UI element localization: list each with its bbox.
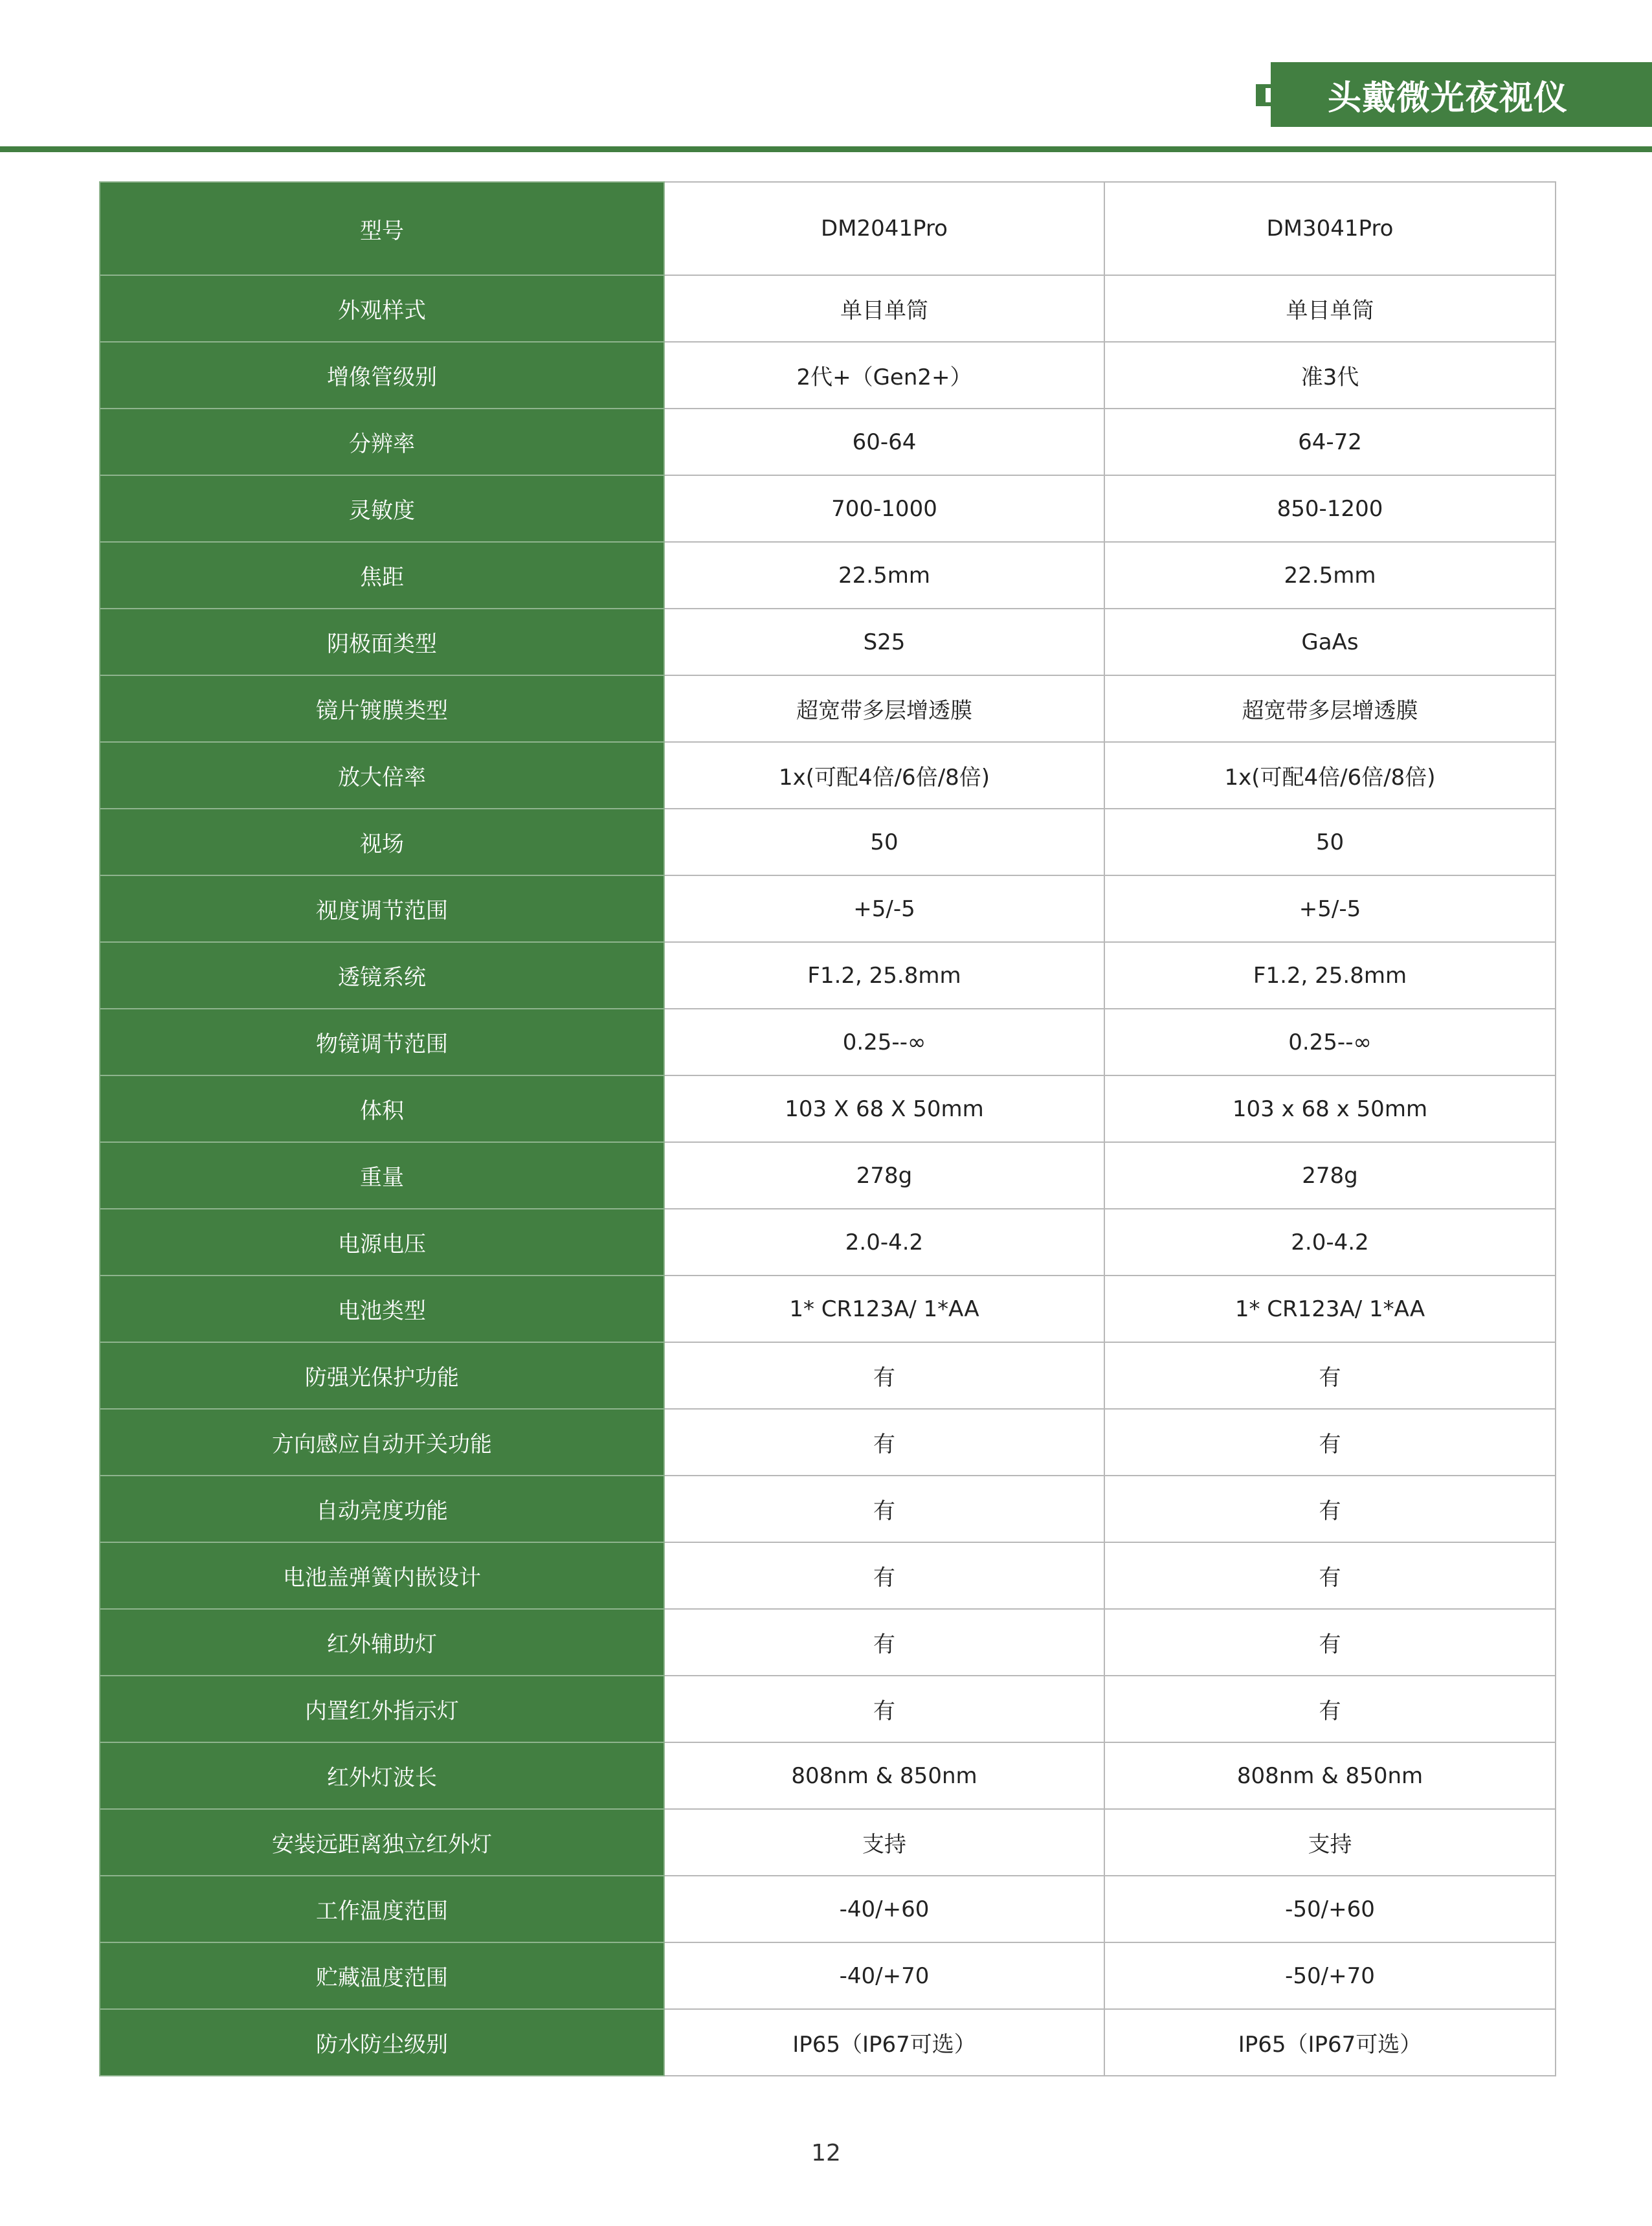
spec-label: 电池类型 bbox=[100, 1276, 664, 1342]
header-cell-model-2: DM3041Pro bbox=[1104, 182, 1556, 275]
table-header-row bbox=[100, 182, 1556, 275]
spec-value: S25 bbox=[664, 609, 1104, 675]
table-row bbox=[100, 475, 1556, 542]
spec-value: IP65（IP67可选） bbox=[1104, 2009, 1556, 2076]
spec-label: 增像管级别 bbox=[100, 342, 664, 409]
spec-value: F1.2, 25.8mm bbox=[664, 942, 1104, 1009]
header-title: 头戴微光夜视仪 bbox=[1328, 78, 1568, 118]
spec-value: F1.2, 25.8mm bbox=[1104, 942, 1556, 1009]
spec-value: 700-1000 bbox=[664, 475, 1104, 542]
spec-value: -50/+60 bbox=[1104, 1876, 1556, 1942]
spec-label: 焦距 bbox=[100, 542, 664, 609]
table-row bbox=[100, 2009, 1556, 2076]
table-row bbox=[100, 275, 1556, 342]
spec-label: 内置红外指示灯 bbox=[100, 1676, 664, 1742]
spec-value: 有 bbox=[664, 1676, 1104, 1742]
spec-label: 电源电压 bbox=[100, 1209, 664, 1276]
table-row bbox=[100, 1742, 1556, 1809]
table-row bbox=[100, 742, 1556, 809]
spec-value: 60-64 bbox=[664, 409, 1104, 475]
spec-value: 支持 bbox=[1104, 1809, 1556, 1876]
table-row bbox=[100, 1942, 1556, 2009]
spec-value: 1* CR123A/ 1*AA bbox=[1104, 1276, 1556, 1342]
spec-value: 有 bbox=[1104, 1609, 1556, 1676]
spec-value: 2.0-4.2 bbox=[1104, 1209, 1556, 1276]
spec-value: 有 bbox=[664, 1409, 1104, 1476]
header-tab bbox=[1271, 62, 1652, 127]
spec-value: GaAs bbox=[1104, 609, 1556, 675]
table-row bbox=[100, 1809, 1556, 1876]
spec-value: 0.25--∞ bbox=[664, 1009, 1104, 1075]
spec-label: 分辨率 bbox=[100, 409, 664, 475]
table-row bbox=[100, 409, 1556, 475]
spec-label: 安装远距离独立红外灯 bbox=[100, 1809, 664, 1876]
table-row bbox=[100, 1609, 1556, 1676]
spec-value: 有 bbox=[1104, 1409, 1556, 1476]
table-row bbox=[100, 1276, 1556, 1342]
spec-value: 有 bbox=[664, 1609, 1104, 1676]
spec-value: 850-1200 bbox=[1104, 475, 1556, 542]
spec-value: 准3代 bbox=[1104, 342, 1556, 409]
header-divider bbox=[0, 146, 1652, 152]
spec-table bbox=[99, 181, 1556, 2076]
spec-value: 64-72 bbox=[1104, 409, 1556, 475]
spec-value: -40/+70 bbox=[664, 1942, 1104, 2009]
spec-value: 有 bbox=[1104, 1342, 1556, 1409]
spec-value: 50 bbox=[1104, 809, 1556, 875]
spec-value: 支持 bbox=[664, 1809, 1104, 1876]
table-row bbox=[100, 942, 1556, 1009]
spec-label: 自动亮度功能 bbox=[100, 1476, 664, 1542]
spec-label: 外观样式 bbox=[100, 275, 664, 342]
spec-value: 103 X 68 X 50mm bbox=[664, 1075, 1104, 1142]
spec-value: 有 bbox=[664, 1342, 1104, 1409]
spec-value: +5/-5 bbox=[664, 875, 1104, 942]
table-row bbox=[100, 542, 1556, 609]
spec-value: -50/+70 bbox=[1104, 1942, 1556, 2009]
spec-value: 超宽带多层增透膜 bbox=[664, 675, 1104, 742]
spec-label: 镜片镀膜类型 bbox=[100, 675, 664, 742]
spec-value: 有 bbox=[1104, 1542, 1556, 1609]
table-row bbox=[100, 1209, 1556, 1276]
spec-value: 278g bbox=[664, 1142, 1104, 1209]
table-row bbox=[100, 1542, 1556, 1609]
table-row bbox=[100, 1876, 1556, 1942]
spec-label: 防水防尘级别 bbox=[100, 2009, 664, 2076]
spec-value: 有 bbox=[664, 1542, 1104, 1609]
spec-value: 1* CR123A/ 1*AA bbox=[664, 1276, 1104, 1342]
spec-label: 红外灯波长 bbox=[100, 1742, 664, 1809]
table-row bbox=[100, 609, 1556, 675]
spec-label: 视场 bbox=[100, 809, 664, 875]
spec-label: 物镜调节范围 bbox=[100, 1009, 664, 1075]
table-row bbox=[100, 875, 1556, 942]
spec-value: 103 x 68 x 50mm bbox=[1104, 1075, 1556, 1142]
spec-value: 有 bbox=[664, 1476, 1104, 1542]
table-row bbox=[100, 1476, 1556, 1542]
spec-value: 1x(可配4倍/6倍/8倍) bbox=[664, 742, 1104, 809]
spec-value: 0.25--∞ bbox=[1104, 1009, 1556, 1075]
spec-value: -40/+60 bbox=[664, 1876, 1104, 1942]
spec-value: 22.5mm bbox=[1104, 542, 1556, 609]
spec-label: 防强光保护功能 bbox=[100, 1342, 664, 1409]
spec-label: 方向感应自动开关功能 bbox=[100, 1409, 664, 1476]
table-row bbox=[100, 1142, 1556, 1209]
spec-value: 808nm & 850nm bbox=[1104, 1742, 1556, 1809]
spec-label: 电池盖弹簧内嵌设计 bbox=[100, 1542, 664, 1609]
table-row bbox=[100, 675, 1556, 742]
spec-value: 22.5mm bbox=[664, 542, 1104, 609]
spec-value: +5/-5 bbox=[1104, 875, 1556, 942]
spec-value: 有 bbox=[1104, 1676, 1556, 1742]
spec-value: 单目单筒 bbox=[1104, 275, 1556, 342]
page-number: 12 bbox=[811, 2140, 841, 2166]
table-row bbox=[100, 1009, 1556, 1075]
spec-value: 超宽带多层增透膜 bbox=[1104, 675, 1556, 742]
table-row bbox=[100, 809, 1556, 875]
table-row bbox=[100, 1676, 1556, 1742]
table-row bbox=[100, 1075, 1556, 1142]
spec-label: 体积 bbox=[100, 1075, 664, 1142]
header-cell-model-1: DM2041Pro bbox=[664, 182, 1104, 275]
spec-label: 红外辅助灯 bbox=[100, 1609, 664, 1676]
spec-value: 2.0-4.2 bbox=[664, 1209, 1104, 1276]
spec-label: 放大倍率 bbox=[100, 742, 664, 809]
spec-label: 阴极面类型 bbox=[100, 609, 664, 675]
table-row bbox=[100, 1342, 1556, 1409]
table-row bbox=[100, 342, 1556, 409]
spec-value: 808nm & 850nm bbox=[664, 1742, 1104, 1809]
spec-value: 278g bbox=[1104, 1142, 1556, 1209]
spec-label: 透镜系统 bbox=[100, 942, 664, 1009]
header-cell-label: 型号 bbox=[100, 182, 664, 275]
spec-label: 贮藏温度范围 bbox=[100, 1942, 664, 2009]
spec-label: 工作温度范围 bbox=[100, 1876, 664, 1942]
spec-value: 1x(可配4倍/6倍/8倍) bbox=[1104, 742, 1556, 809]
spec-value: IP65（IP67可选） bbox=[664, 2009, 1104, 2076]
spec-value: 2代+（Gen2+） bbox=[664, 342, 1104, 409]
spec-value: 单目单筒 bbox=[664, 275, 1104, 342]
spec-label: 重量 bbox=[100, 1142, 664, 1209]
table-row bbox=[100, 1409, 1556, 1476]
spec-value: 50 bbox=[664, 809, 1104, 875]
spec-value: 有 bbox=[1104, 1476, 1556, 1542]
spec-label: 视度调节范围 bbox=[100, 875, 664, 942]
spec-label: 灵敏度 bbox=[100, 475, 664, 542]
